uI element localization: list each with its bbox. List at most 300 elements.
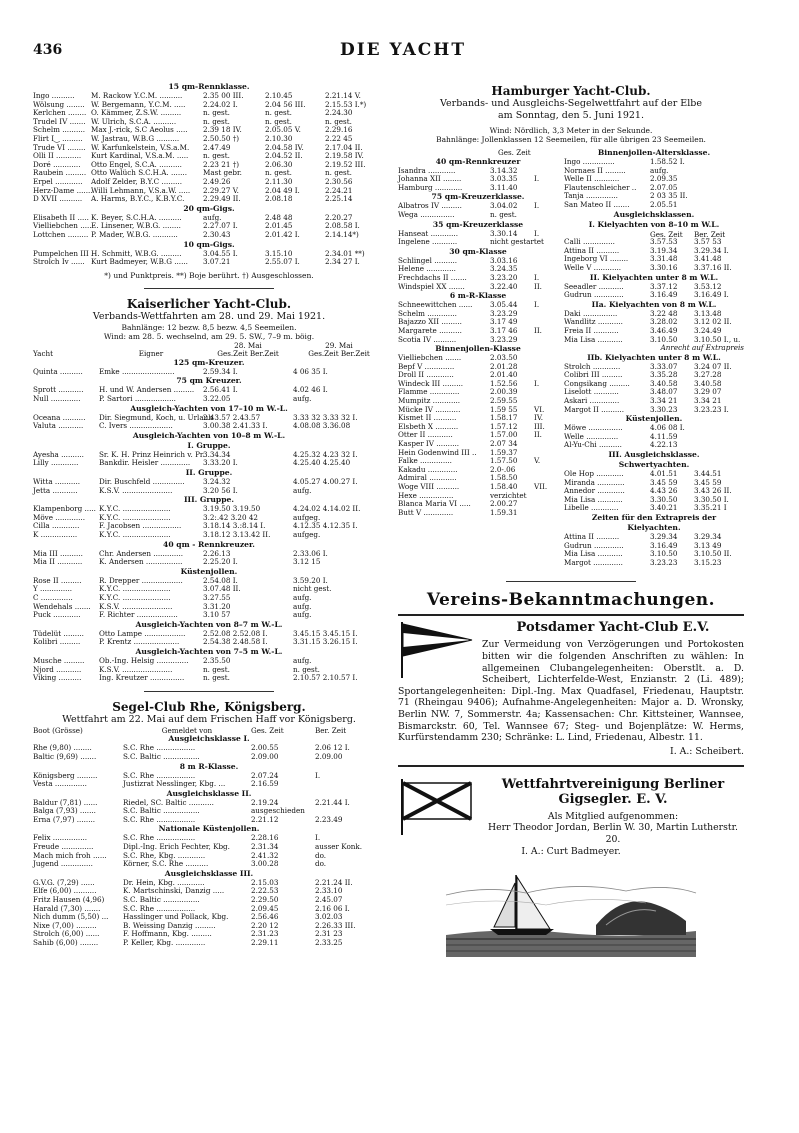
- page-number: 436: [33, 42, 63, 58]
- table-cell: aufg.: [203, 212, 222, 222]
- table-cell: 2.47.49: [203, 142, 231, 152]
- table-cell: Fritz Hausen (4,96): [33, 895, 105, 905]
- table-cell: [534, 509, 558, 518]
- table-cell: 3.23.29: [490, 334, 518, 344]
- table-cell: 2.07.05: [650, 182, 678, 192]
- table-cell: 3.37.12: [650, 281, 678, 291]
- table-cell: 2.19.24: [251, 797, 279, 807]
- table-cell: 3.10 57: [203, 610, 231, 620]
- table-cell: Welle II ...........: [564, 174, 620, 184]
- table-cell: 2.01.28: [490, 361, 518, 371]
- class-heading: 15 qm-Rennklasse.: [168, 82, 250, 91]
- table-cell: V.: [534, 456, 541, 466]
- table-cell: 3.40.58: [694, 378, 722, 388]
- table-cell: Y ..............: [33, 584, 73, 594]
- table-cell: 2.20.27: [325, 212, 353, 222]
- table-cell: Ing. Kreutzer ...............: [99, 673, 185, 683]
- table-cell: 2.19.52 III.: [325, 159, 366, 169]
- table-cell: Freude ..............: [33, 842, 94, 852]
- table-cell: 2.31.34: [251, 842, 279, 852]
- table-cell: n. gest.: [325, 116, 352, 126]
- table-cell: 2.00.39: [490, 387, 518, 397]
- table-cell: C. Ivers ...................: [99, 421, 173, 431]
- table-row: [33, 531, 385, 540]
- table-cell: 2.25.20 I.: [203, 557, 238, 567]
- table-cell: 3.30.16: [650, 262, 678, 272]
- class-heading: 75 qm Kreuzer.: [176, 376, 242, 386]
- hyc-tables: [398, 148, 744, 567]
- table-row: [564, 291, 744, 300]
- table-cell: K.Y.C. .....................: [99, 530, 171, 539]
- table-cell: 2.59.55: [490, 396, 518, 406]
- table-cell: 2.07.24: [251, 770, 279, 780]
- table-row: [33, 558, 385, 567]
- table-cell: 3.20 56 I.: [203, 485, 238, 495]
- table-cell: n. gest.: [203, 108, 230, 118]
- table-cell: Wendehals .......: [33, 601, 91, 611]
- table-cell: [534, 184, 558, 193]
- left-column: [33, 82, 385, 948]
- table-cell: 3.30.23: [650, 404, 678, 414]
- table-cell: n. gest.: [490, 209, 517, 219]
- table-cell: Gudrun .............: [564, 290, 624, 300]
- table-cell: 2 03 35 II.: [650, 191, 688, 201]
- table-cell: Dir. Buschfeld ..............: [99, 477, 185, 487]
- table-cell: 3.13.48: [694, 308, 722, 318]
- class-heading: Ausgleichsklasse III.: [164, 868, 254, 878]
- table-cell: W. Ulrich, S.C.A. ..........: [91, 116, 177, 126]
- table-cell: Windspiel XX .......: [398, 281, 465, 291]
- table-cell: Calli ..............: [564, 237, 615, 247]
- table-cell: n. gest.: [203, 151, 230, 161]
- table-cell: 3.16.49 I.: [694, 290, 729, 300]
- table-cell: 3.37.16 II.: [694, 262, 732, 272]
- table-cell: 2.30.43: [203, 229, 231, 239]
- table-cell: F. Richter ..................: [99, 610, 178, 620]
- table-cell: Emke .......................: [99, 366, 175, 376]
- class-heading: II. Gruppe.: [185, 468, 233, 478]
- table-cell: G.V.G. (7,29) ......: [33, 877, 95, 887]
- table-row: [33, 459, 385, 468]
- table-cell: 3.19.50 3.19.50: [203, 504, 261, 514]
- table-cell: Oceana ..........: [33, 412, 86, 422]
- table-cell: 3.34.34: [203, 449, 231, 459]
- table-cell: 3.13 49: [694, 540, 722, 550]
- table-cell: Hasslinger und Pollack, Kbg.: [123, 912, 229, 922]
- table-cell: 2.21.14 V.: [325, 91, 361, 100]
- table-cell: 4.01.51: [650, 469, 678, 479]
- table-cell: 3.24.49: [694, 325, 722, 335]
- table-cell: 3.34 21: [650, 396, 678, 406]
- table-cell: Bankdir. Heisler .............: [99, 458, 191, 468]
- table-cell: II.: [534, 281, 542, 291]
- table-cell: 2.09.45: [251, 903, 279, 913]
- table-cell: 3.00.38 2.41.33 I.: [203, 421, 268, 431]
- table-cell: Nich dumm (5,50) ...: [33, 912, 109, 922]
- table-cell: Riedel, SC. Baltic ...........: [123, 797, 214, 807]
- table-cell: Justizrat Nesslinger, Kbg. ...: [123, 779, 226, 789]
- table-cell: [534, 238, 558, 247]
- journal-title: DIE YACHT: [339, 40, 467, 60]
- table-cell: 2.30.56: [325, 176, 353, 186]
- table-cell: Sahib (6,00) ........: [33, 938, 99, 947]
- table-cell: Rhe (9,80) ........: [33, 743, 92, 753]
- table-cell: 2.34.01 **): [325, 248, 365, 258]
- table-cell: verzichtet: [490, 490, 527, 500]
- table-cell: M. Rackow Y.C.M. ..........: [91, 91, 183, 100]
- table-cell: 3.12 02 II.: [694, 317, 732, 327]
- table-cell: Liselott ...........: [564, 387, 619, 397]
- table-row: [33, 487, 385, 496]
- table-cell: 2.45.07: [315, 895, 343, 905]
- table-cell: [534, 440, 558, 449]
- table-cell: 1.59 55: [490, 404, 518, 414]
- table-cell: Ole Hop ............: [564, 469, 624, 479]
- table-cell: 4.05.27 4.00.27 I.: [293, 477, 358, 487]
- table-cell: Butt V .............: [398, 507, 454, 517]
- table-cell: 2.01.40: [490, 370, 518, 380]
- table-cell: 2.05.05 V.: [265, 125, 301, 135]
- table-cell: 2.34 27 I.: [325, 257, 360, 267]
- table-row: [398, 184, 558, 193]
- table-row: [398, 211, 558, 220]
- table-cell: S.C. Rhe, Kbg. ............: [123, 850, 206, 860]
- table-cell: 3.17 49: [490, 317, 518, 327]
- table-cell: n. gest.: [203, 664, 230, 674]
- table-cell: 2.14.14*): [325, 229, 359, 239]
- table-cell: Woge VIII ..........: [398, 482, 460, 491]
- table-cell: 3.15.23: [694, 557, 722, 567]
- table-cell: S.C. Baltic ................: [123, 895, 200, 905]
- table-cell: 3.2:.42 3.20 42: [203, 512, 259, 522]
- table-cell: Welle ..............: [564, 431, 619, 441]
- table-cell: Mumpitz ............: [398, 396, 461, 406]
- table-cell: K.Y.C. .....................: [99, 584, 171, 594]
- table-row: [33, 422, 385, 431]
- table-cell: 2.0-.06: [490, 464, 516, 474]
- table-cell: 3.15.10: [265, 248, 293, 258]
- table-cell: Droll II ............: [398, 370, 454, 380]
- table-cell: 2.15.53 I.*): [325, 99, 367, 109]
- berlin-text-1: Als Mitglied aufgenommen:: [547, 810, 679, 822]
- table-cell: Flirt I‿ .........: [33, 133, 83, 143]
- table-cell: A. Harms, B.Y.C., K.B.Y.C.: [91, 194, 185, 204]
- table-cell: Herz-Dame .......: [33, 185, 93, 195]
- table-cell: Otter II ...........: [398, 430, 453, 440]
- table-cell: Ayesha ..........: [33, 449, 84, 459]
- table-cell: [694, 201, 744, 210]
- table-cell: 3.59.20 I.: [293, 575, 328, 585]
- kyc-bahn: Bahnlänge: 12 bezw. 8,5 bezw. 4,5 Seemeilen.: [121, 322, 297, 332]
- class-heading: 40 qm - Rennkreuzer.: [163, 539, 255, 549]
- table-cell: F. Jacobsen .................: [99, 521, 182, 531]
- potsdam-title: Potsdamer Yacht-Club E.V.: [516, 620, 710, 636]
- class-heading: Binnenjollen-Altersklasse.: [597, 148, 711, 157]
- table-cell: Möve .............: [33, 512, 85, 522]
- class-heading: Ausgleich-Yachten von 10–8 m W.-L.: [132, 430, 286, 440]
- table-cell: 2.50.50 †): [203, 133, 240, 143]
- table-cell: Vesta ..............: [33, 779, 87, 789]
- table-cell: Otto Lampe ..................: [99, 628, 186, 638]
- table-cell: I.: [534, 378, 540, 388]
- table-cell: 2.27.07 I.: [203, 221, 238, 231]
- table-cell: [534, 336, 558, 345]
- table-row: [564, 504, 744, 513]
- table-cell: Sprott ...........: [33, 385, 84, 395]
- class-heading: Ausgleichsklassen.: [613, 209, 695, 219]
- table-cell: 3.22 48: [650, 308, 678, 318]
- table-cell: Kasper IV ..........: [398, 439, 460, 449]
- table-cell: S.C. Rhe .................: [123, 770, 196, 780]
- table-cell: 2.15.03: [251, 877, 279, 887]
- class-heading: Ausgleich-Yachten von 17–10 m W.-L.: [130, 403, 288, 413]
- table-cell: Attina II ..........: [564, 245, 620, 255]
- table-cell: Miranda ............: [564, 477, 625, 487]
- table-cell: 2.43.57 2.43.57: [203, 412, 261, 422]
- table-cell: Mia Lisa ...........: [564, 334, 623, 344]
- table-cell: Kismet II ..........: [398, 413, 457, 423]
- table-cell: 3.03.35: [490, 174, 518, 184]
- table-cell: Admiral ............: [398, 473, 457, 483]
- class-heading: I. Kielyachten von 8–10 m W.L.: [588, 219, 720, 229]
- table-row: [33, 816, 385, 825]
- table-cell: 2.54.08 I.: [203, 575, 238, 585]
- table-cell: Seeadler ...........: [564, 281, 624, 291]
- table-cell: n. gest.: [203, 673, 230, 683]
- section-subtitle-rhe: Wettfahrt am 22. Mai auf dem Frischen Haff vor Königsberg.: [62, 713, 356, 725]
- table-cell: H. und W. Andersen .........: [99, 385, 195, 395]
- table-cell: K. Martschinski, Danzig .....: [123, 886, 225, 896]
- table-cell: 3.33.07: [650, 361, 678, 371]
- table-cell: K. Andersen ................: [99, 557, 183, 567]
- table-cell: 3.18.14 3.:8.14 I.: [203, 521, 266, 531]
- table-cell: S.C. Baltic ................: [123, 751, 200, 761]
- table-cell: Königsberg .........: [33, 770, 98, 780]
- class-heading: Binnenjollen-Klasse: [435, 344, 521, 354]
- table-cell: 2.08.18: [265, 194, 293, 204]
- table-cell: San Mateo II .......: [564, 199, 630, 209]
- table-cell: 3.10.50 II.: [694, 549, 732, 559]
- divider: [144, 691, 274, 692]
- table-cell: 2.04.52 II.: [265, 151, 303, 161]
- table-cell: I.: [534, 300, 540, 310]
- table-cell: P. Mader, W.B.G. ...........: [91, 229, 178, 239]
- class-heading: Nationale Küstenjollen.: [158, 824, 260, 834]
- table-cell: II.: [534, 430, 542, 440]
- table-row: [33, 780, 385, 789]
- table-cell: 3.23.23: [650, 557, 678, 567]
- section-title-vb: Vereins-Bekanntmachungen.: [426, 590, 716, 611]
- class-heading: 8 m R-Klasse.: [179, 761, 239, 771]
- table-cell: 2.01.42 I.: [265, 229, 300, 239]
- table-cell: 4.24.02 4.14.02 II.: [293, 504, 361, 514]
- table-cell: Mast gebr.: [203, 168, 242, 178]
- table-cell: K ................: [33, 530, 78, 539]
- table-cell: 3.30.14: [490, 228, 518, 238]
- table-row: [564, 264, 744, 273]
- table-cell: 3.31.48: [650, 254, 678, 264]
- table-cell: Klampenborg .....: [33, 504, 96, 514]
- hyc-left-table: [398, 148, 558, 567]
- table-cell: 3.34 21: [694, 396, 722, 406]
- class-heading: Schwertyachten.: [618, 460, 690, 470]
- table-cell: IV.: [534, 413, 544, 423]
- table-cell: do.: [315, 859, 327, 869]
- table-cell: 2.24.02 I.: [203, 99, 238, 109]
- table-cell: aufg.: [293, 610, 312, 620]
- table-cell: ausser Konk.: [315, 842, 363, 852]
- table-cell: Valuta ...........: [33, 421, 84, 431]
- table-cell: do.: [315, 850, 327, 860]
- table-cell: Kurt Kardinal, V.S.a.M. .....: [91, 151, 189, 161]
- table-cell: Ingo ..........: [33, 91, 75, 100]
- table-cell: aufg.: [293, 655, 312, 665]
- table-cell: Mücke IV ...........: [398, 404, 461, 414]
- table-cell: VI.: [534, 404, 545, 414]
- table-cell: W. Bergemann, Y.C.M. .....: [91, 99, 186, 109]
- table-row: [564, 201, 744, 210]
- table-cell: 2.06 12 I.: [315, 743, 350, 753]
- table-cell: Windeck III .........: [398, 378, 464, 388]
- table-cell: 2.25.14: [325, 194, 353, 204]
- section-subtitle-kyc: Verbands-Wettfahrten am 28. und 29. Mai 1921.: [92, 310, 326, 322]
- table-cell: 3.40.58: [650, 378, 678, 388]
- class-heading: Ausgleich-Yachten von 7–5 m W.-L.: [135, 646, 283, 656]
- right-column: [398, 82, 744, 961]
- table-cell: Falke ..............: [398, 456, 452, 466]
- table-cell: 2.04 49 I.: [265, 185, 300, 195]
- table-cell: 3.10.50: [650, 549, 678, 559]
- berlin-signature: I. A.: Curt Badmeyer.: [521, 845, 621, 857]
- table-cell: K.S.V. ......................: [99, 601, 173, 611]
- table-cell: Baldur (7,81) ......: [33, 797, 98, 807]
- table-cell: Daki ...............: [564, 308, 618, 318]
- table-cell: 4.06 08 I.: [650, 423, 685, 433]
- table-cell: I.: [534, 201, 540, 211]
- table-cell: [315, 780, 385, 789]
- table-cell: 2.24.21: [325, 185, 353, 195]
- table-cell: 2.23.49: [315, 814, 343, 824]
- table-cell: F. Hoffmann, Kbg. .........: [123, 929, 212, 939]
- table-cell: Askari .............: [564, 396, 620, 406]
- table-cell: Wölsung ........: [33, 99, 85, 109]
- table-cell: Kerlchen ........: [33, 108, 87, 118]
- table-cell: Max J.-rick, S.C Aeolus .....: [91, 125, 188, 135]
- table-row: [398, 283, 558, 292]
- table-cell: Bajazzo XII .........: [398, 317, 462, 327]
- table-cell: 4.25.32 4.23 32 I.: [293, 449, 358, 459]
- table-cell: 1.58.17: [490, 413, 518, 423]
- table-cell: E. Linsener, W.B.G. ........: [91, 221, 181, 231]
- table-cell: H. Schmitt, W.B.G. .........: [91, 248, 182, 258]
- table-cell: Harald (7,30) .......: [33, 903, 101, 913]
- table-cell: 2.19.58 IV.: [325, 151, 364, 161]
- table-cell: ausgeschieden: [251, 806, 305, 816]
- table-cell: O. Kämmer, Z.S.W. .........: [91, 108, 182, 118]
- table-cell: Null .............: [33, 394, 81, 404]
- table-cell: 3.22.40: [490, 281, 518, 291]
- table-cell: Nixe (7,00) .........: [33, 920, 97, 930]
- table-cell: 2.26.33 III.: [315, 920, 356, 930]
- table-row: [33, 368, 385, 377]
- table-cell: Hanseat ............: [398, 228, 458, 238]
- table-cell: 3.16.49: [650, 290, 678, 300]
- table-cell: II.: [534, 325, 542, 335]
- table-cell: Schlingel ..........: [398, 255, 458, 265]
- class-heading: 10 qm-Gigs.: [183, 239, 235, 249]
- table-cell: R. Drepper ..................: [99, 575, 183, 585]
- table-row: [33, 258, 385, 267]
- table-cell: 3.14.32: [490, 165, 518, 175]
- table-cell: [694, 158, 744, 167]
- table-cell: Attina II ..........: [564, 532, 620, 541]
- table-cell: 2.29.50: [251, 895, 279, 905]
- table-row: [33, 231, 385, 240]
- kyc-date-row: 28. Mai 29. Mai: [234, 340, 353, 350]
- table-cell: 3.11.40: [490, 182, 518, 192]
- table-cell: Schelm ..........: [33, 125, 86, 135]
- table-cell: 3.04.55 I.: [203, 248, 238, 258]
- table-cell: n. gest.: [325, 168, 352, 178]
- flag-icon: [398, 777, 476, 837]
- section-title-rhe: Segel-Club Rhe, Königsberg.: [112, 699, 306, 714]
- table-cell: Olli II ...........: [33, 151, 82, 161]
- table-cell: 3.35.21 I: [694, 503, 727, 513]
- table-cell: 3.30.50 I.: [694, 494, 729, 504]
- class-heading: Ausgleich-Yachten von 8–7 m W.-L.: [135, 619, 283, 629]
- class-heading: Ausgleichsklasse II.: [166, 788, 252, 798]
- results-rhe: [33, 734, 385, 947]
- table-cell: Flamme .............: [398, 387, 460, 397]
- table-cell: 3.40.21: [650, 503, 678, 513]
- table-cell: Schelm .............: [398, 308, 457, 318]
- berlin-title-1: Wettfahrtvereinigung Berliner: [501, 776, 725, 792]
- table-cell: Rose II .........: [33, 575, 82, 585]
- table-cell: [534, 363, 558, 372]
- class-heading: 35 qm-Kreuzerklasse: [432, 219, 524, 229]
- table-cell: 4.22.13: [650, 440, 678, 450]
- table-cell: 3.24.32: [203, 477, 231, 487]
- table-cell: n. gest.: [265, 116, 292, 126]
- table-cell: [534, 310, 558, 319]
- table-cell: Libelle ............: [564, 503, 619, 513]
- table-cell: 3.43 26 II.: [694, 486, 732, 496]
- section-title-hyc: Hamburger Yacht-Club.: [491, 84, 651, 98]
- table-cell: 2.48 48: [265, 212, 293, 222]
- table-row: [398, 509, 558, 518]
- table-cell: Otto Walüch S.C.H.A. .......: [91, 168, 187, 178]
- table-cell: 3.44.51: [694, 469, 722, 479]
- kyc-header-row: Yacht Eigner Ges.Zeit Ber.Zeit Ges.Zeit Ber.Zeit: [33, 349, 370, 359]
- table-cell: Felix ...............: [33, 833, 88, 843]
- table-cell: Witta ...........: [33, 477, 81, 487]
- table-cell: 2.01.45: [265, 221, 293, 231]
- table-cell: 2.16 06 I.: [315, 903, 350, 913]
- table-cell: K.Y.C. .....................: [99, 512, 171, 522]
- table-cell: 2.29.27 V.: [203, 185, 239, 195]
- kyc-wind: Wind: am 28. 5. wechselnd, am 29. 5. SW., 7–9 m. böig.: [103, 331, 315, 341]
- club-flag-icon: [398, 620, 476, 680]
- table-cell: 3.41.48: [694, 254, 722, 264]
- table-cell: 3.24.35: [490, 264, 518, 274]
- hyc-wind: Wind: Nördlich, 3,3 Meter in der Sekunde.: [489, 126, 653, 135]
- table-cell: 2.31 23: [315, 929, 343, 939]
- table-cell: I.: [534, 228, 540, 238]
- table-cell: 3.10.50: [650, 334, 678, 344]
- table-cell: 2.23 21 †): [203, 159, 240, 169]
- table-cell: aufg.: [293, 592, 312, 602]
- table-cell: n. gest.: [265, 108, 292, 118]
